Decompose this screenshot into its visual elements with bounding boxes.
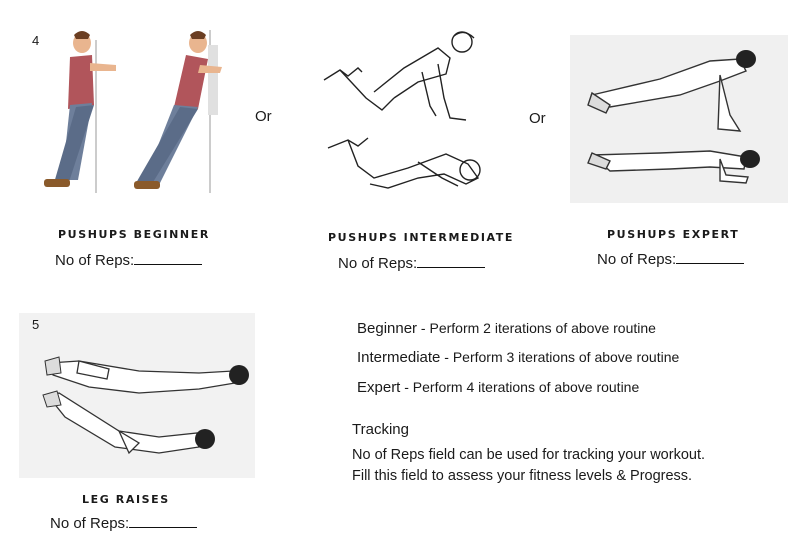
level-text: - Perform 4 iterations of above routine bbox=[400, 379, 640, 395]
pushups-expert-reps bbox=[597, 251, 744, 268]
reps-label: No of Reps: bbox=[55, 252, 135, 269]
reps-label: No of Reps: bbox=[50, 515, 130, 532]
or-separator-2: Or bbox=[529, 110, 546, 127]
leg-raises-image bbox=[19, 313, 255, 478]
exercise-number-5: 5 bbox=[32, 317, 40, 332]
leg-raises-reps bbox=[50, 515, 197, 532]
pushups-intermediate-image bbox=[318, 28, 490, 206]
pushups-expert-image bbox=[570, 35, 788, 203]
reps-field-intermediate[interactable] bbox=[417, 255, 485, 268]
tracking-line-1: No of Reps field can be used for tracking your workout. bbox=[352, 447, 706, 463]
tracking-heading: Tracking bbox=[352, 421, 409, 438]
tracking-description bbox=[352, 445, 705, 487]
exercise-number-4: 4 bbox=[32, 33, 40, 48]
reps-label: No of Reps: bbox=[338, 255, 418, 272]
level-text: - Perform 2 iterations of above routine bbox=[417, 320, 656, 336]
or-separator-1: Or bbox=[255, 108, 272, 125]
pushups-beginner-image bbox=[40, 25, 240, 197]
reps-field-expert[interactable] bbox=[676, 251, 744, 264]
reps-field-beginner[interactable] bbox=[134, 252, 202, 265]
pushups-beginner-reps bbox=[55, 252, 202, 269]
level-name: Beginner bbox=[357, 320, 418, 337]
level-name: Expert bbox=[357, 379, 401, 396]
reps-label: No of Reps: bbox=[597, 251, 677, 268]
level-beginner bbox=[357, 320, 656, 337]
level-intermediate bbox=[357, 349, 679, 366]
level-text: - Perform 3 iterations of above routine bbox=[440, 349, 680, 365]
tracking-line-2: Fill this field to assess your fitness levels & Progress. bbox=[352, 468, 693, 484]
pushups-beginner-title: PUSHUPS BEGINNER bbox=[58, 228, 210, 241]
leg-raises-title: LEG RAISES bbox=[82, 493, 170, 506]
pushups-intermediate-reps bbox=[338, 255, 485, 272]
level-name: Intermediate bbox=[357, 349, 441, 366]
reps-field-leg-raises[interactable] bbox=[129, 515, 197, 528]
level-expert bbox=[357, 379, 639, 396]
pushups-expert-title: PUSHUPS EXPERT bbox=[607, 228, 740, 241]
pushups-intermediate-title: PUSHUPS INTERMEDIATE bbox=[328, 231, 515, 244]
